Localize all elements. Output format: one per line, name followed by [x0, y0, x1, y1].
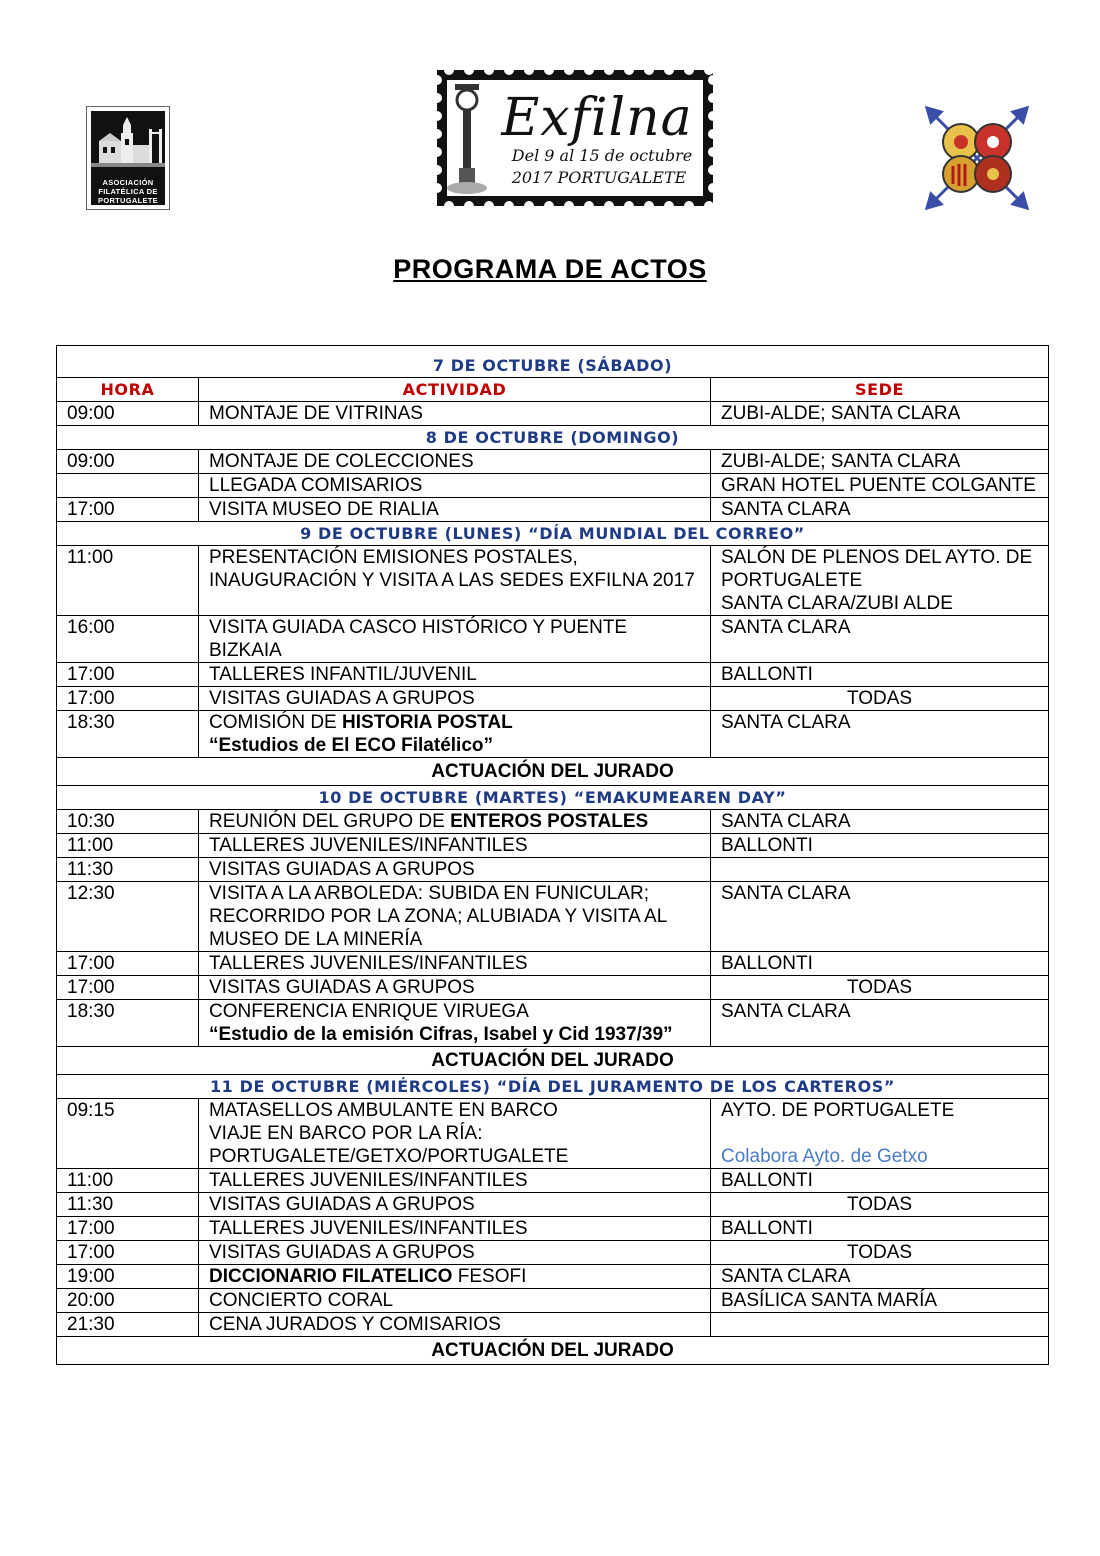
sede-line: AYTO. DE PORTUGALETE — [721, 1100, 955, 1121]
hora-cell: 11:30 — [57, 858, 199, 882]
table-row — [57, 1241, 1049, 1265]
sede-cell: TODAS — [711, 976, 1049, 1000]
sede-cell: SANTA CLARA — [711, 882, 1049, 952]
hora-cell: 17:00 — [57, 1217, 199, 1241]
heraldic-shield-arrows-icon — [925, 106, 1029, 210]
table-row — [57, 858, 1049, 882]
hora-cell: 11:00 — [57, 1169, 199, 1193]
sede-cell — [711, 858, 1049, 882]
actividad-line: CONFERENCIA ENRIQUE VIRUEGA — [209, 1001, 529, 1022]
hora-cell: 19:00 — [57, 1265, 199, 1289]
program-table — [56, 345, 1049, 1365]
actividad-bold: DICCIONARIO FILATELICO — [209, 1266, 453, 1287]
hora-cell: 09:00 — [57, 450, 199, 474]
stamp-year-place: 2017 PORTUGALETE — [511, 168, 687, 187]
day-heading-row — [57, 1075, 1049, 1099]
table-row — [57, 474, 1049, 498]
hora-cell: 16:00 — [57, 616, 199, 663]
actividad-cell: TALLERES JUVENILES/INFANTILES — [199, 1169, 711, 1193]
actividad-cell: VISITAS GUIADAS A GRUPOS — [199, 1193, 711, 1217]
hora-cell: 10:30 — [57, 810, 199, 834]
table-row — [57, 1313, 1049, 1337]
table-row — [57, 663, 1049, 687]
actividad-cell: VISITA MUSEO DE RIALIA — [199, 498, 711, 522]
actividad-cell: TALLERES JUVENILES/INFANTILES — [199, 834, 711, 858]
actividad-cell — [199, 810, 711, 834]
sede-cell: SANTA CLARA — [711, 616, 1049, 663]
jurado-row — [57, 1047, 1049, 1075]
sede-cell: SANTA CLARA — [711, 810, 1049, 834]
column-header-actividad: ACTIVIDAD — [199, 378, 711, 402]
sede-cell — [711, 546, 1049, 616]
sede-cell: TODAS — [711, 1241, 1049, 1265]
table-row — [57, 810, 1049, 834]
actividad-quote: “Estudios de El ECO Filatélico” — [209, 735, 493, 756]
logo-line-2: FILATÉLICA DE — [98, 187, 158, 196]
sede-note: Colabora Ayto. de Getxo — [721, 1146, 928, 1167]
actividad-cell: TALLERES JUVENILES/INFANTILES — [199, 952, 711, 976]
actividad-cell: TALLERES INFANTIL/JUVENIL — [199, 663, 711, 687]
day-heading: 9 DE OCTUBRE (LUNES) “DÍA MUNDIAL DEL CORREO” — [57, 522, 1049, 546]
actividad-cell: CONCIERTO CORAL — [199, 1289, 711, 1313]
actividad-line: VIAJE EN BARCO POR LA RÍA: PORTUGALETE/GETXO/PORTUGALETE — [209, 1123, 569, 1167]
table-row — [57, 834, 1049, 858]
hora-cell: 09:00 — [57, 402, 199, 426]
day-heading-row — [57, 522, 1049, 546]
table-row — [57, 952, 1049, 976]
stamp-dates: Del 9 al 15 de octubre — [511, 146, 693, 165]
table-row — [57, 1000, 1049, 1047]
asociacion-filatelica-logo — [86, 106, 170, 210]
actividad-text: FESOFI — [452, 1266, 527, 1287]
actividad-cell: VISITA A LA ARBOLEDA: SUBIDA EN FUNICULAR; RECORRIDO POR LA ZONA; ALUBIADA Y VISITA AL MUSEO DE LA MINERÍA — [199, 882, 711, 952]
table-row — [57, 976, 1049, 1000]
actividad-cell — [199, 711, 711, 758]
actividad-cell: VISITA GUIADA CASCO HISTÓRICO Y PUENTE BIZKAIA — [199, 616, 711, 663]
sede-line: SALÓN DE PLENOS DEL AYTO. DE PORTUGALETE — [721, 547, 1033, 591]
stamp-title: Exfilna — [501, 88, 693, 148]
actividad-text: REUNIÓN DEL GRUPO DE — [209, 811, 451, 832]
table-row — [57, 687, 1049, 711]
table-row — [57, 1265, 1049, 1289]
actividad-cell: PRESENTACIÓN EMISIONES POSTALES, INAUGURACIÓN Y VISITA A LAS SEDES EXFILNA 2017 — [199, 546, 711, 616]
table-row — [57, 546, 1049, 616]
sede-cell: BALLONTI — [711, 1217, 1049, 1241]
table-row — [57, 1169, 1049, 1193]
sede-cell: TODAS — [711, 1193, 1049, 1217]
column-header-sede: SEDE — [711, 378, 1049, 402]
sede-cell: TODAS — [711, 687, 1049, 711]
hora-cell: 21:30 — [57, 1313, 199, 1337]
actividad-cell: VISITAS GUIADAS A GRUPOS — [199, 1241, 711, 1265]
actividad-cell: VISITAS GUIADAS A GRUPOS — [199, 687, 711, 711]
sede-cell: SANTA CLARA — [711, 1265, 1049, 1289]
table-row — [57, 711, 1049, 758]
sede-cell: SANTA CLARA — [711, 1000, 1049, 1047]
hora-cell: 11:00 — [57, 834, 199, 858]
sede-spacer — [721, 1122, 1038, 1145]
day-heading: 11 DE OCTUBRE (MIÉRCOLES) “DÍA DEL JURAMENTO DE LOS CARTEROS” — [57, 1075, 1049, 1099]
actividad-cell: MONTAJE DE VITRINAS — [199, 402, 711, 426]
actividad-cell — [199, 1099, 711, 1169]
table-row — [57, 1217, 1049, 1241]
sede-line: SANTA CLARA/ZUBI ALDE — [721, 593, 953, 614]
day-heading-row — [57, 346, 1049, 378]
table-row — [57, 402, 1049, 426]
jurado-row — [57, 1337, 1049, 1365]
day-heading-row — [57, 426, 1049, 450]
hora-cell: 17:00 — [57, 687, 199, 711]
table-row — [57, 450, 1049, 474]
actividad-cell: VISITAS GUIADAS A GRUPOS — [199, 858, 711, 882]
hora-cell — [57, 474, 199, 498]
day-heading-row — [57, 786, 1049, 810]
actividad-line — [209, 711, 700, 734]
page-title: PROGRAMA DE ACTOS — [393, 254, 707, 284]
sede-cell: BASÍLICA SANTA MARÍA — [711, 1289, 1049, 1313]
column-header-row — [57, 378, 1049, 402]
sede-cell: BALLONTI — [711, 834, 1049, 858]
hora-cell: 11:00 — [57, 546, 199, 616]
sede-cell: ZUBI-ALDE; SANTA CLARA — [711, 450, 1049, 474]
jurado-label: ACTUACIÓN DEL JURADO — [57, 1337, 1049, 1365]
hora-cell: 18:30 — [57, 711, 199, 758]
table-row — [57, 498, 1049, 522]
hora-cell: 17:00 — [57, 1241, 199, 1265]
table-row — [57, 1099, 1049, 1169]
actividad-cell: LLEGADA COMISARIOS — [199, 474, 711, 498]
church-building-icon — [91, 111, 165, 177]
logo-line-3: PORTUGALETE — [98, 196, 158, 205]
sede-cell: ZUBI-ALDE; SANTA CLARA — [711, 402, 1049, 426]
hora-cell: 17:00 — [57, 952, 199, 976]
table-row — [57, 882, 1049, 952]
hora-cell: 17:00 — [57, 976, 199, 1000]
hora-cell: 09:15 — [57, 1099, 199, 1169]
jurado-label: ACTUACIÓN DEL JURADO — [57, 1047, 1049, 1075]
actividad-quote: “Estudio de la emisión Cifras, Isabel y Cid 1937/39” — [209, 1024, 673, 1045]
actividad-text: COMISIÓN DE — [209, 712, 343, 733]
hora-cell: 20:00 — [57, 1289, 199, 1313]
hora-cell: 17:00 — [57, 663, 199, 687]
hora-cell: 12:30 — [57, 882, 199, 952]
actividad-cell: MONTAJE DE COLECCIONES — [199, 450, 711, 474]
jurado-row — [57, 758, 1049, 786]
actividad-cell — [199, 1000, 711, 1047]
actividad-bold: HISTORIA POSTAL — [342, 712, 513, 733]
exfilna-stamp-logo — [437, 70, 713, 206]
hora-cell: 17:00 — [57, 498, 199, 522]
sede-cell: SANTA CLARA — [711, 711, 1049, 758]
hora-cell: 18:30 — [57, 1000, 199, 1047]
column-header-hora: HORA — [57, 378, 199, 402]
actividad-cell: TALLERES JUVENILES/INFANTILES — [199, 1217, 711, 1241]
jurado-label: ACTUACIÓN DEL JURADO — [57, 758, 1049, 786]
day-heading: 7 DE OCTUBRE (SÁBADO) — [57, 346, 1049, 378]
day-heading: 10 DE OCTUBRE (MARTES) “EMAKUMEAREN DAY” — [57, 786, 1049, 810]
page-title-wrap — [0, 254, 1100, 285]
actividad-cell: VISITAS GUIADAS A GRUPOS — [199, 976, 711, 1000]
logo-line-1: ASOCIACIÓN — [102, 178, 154, 187]
hora-cell: 11:30 — [57, 1193, 199, 1217]
sede-cell — [711, 1313, 1049, 1337]
actividad-cell — [199, 1265, 711, 1289]
table-row — [57, 1289, 1049, 1313]
actividad-line: MATASELLOS AMBULANTE EN BARCO — [209, 1100, 558, 1121]
actividad-cell: CENA JURADOS Y COMISARIOS — [199, 1313, 711, 1337]
sede-cell: SANTA CLARA — [711, 498, 1049, 522]
sede-cell — [711, 1099, 1049, 1169]
table-row — [57, 1193, 1049, 1217]
sede-cell: BALLONTI — [711, 1169, 1049, 1193]
table-row — [57, 616, 1049, 663]
sede-cell: GRAN HOTEL PUENTE COLGANTE — [711, 474, 1049, 498]
sede-cell: BALLONTI — [711, 663, 1049, 687]
sede-cell: BALLONTI — [711, 952, 1049, 976]
actividad-bold: ENTEROS POSTALES — [450, 811, 649, 832]
day-heading: 8 DE OCTUBRE (DOMINGO) — [57, 426, 1049, 450]
